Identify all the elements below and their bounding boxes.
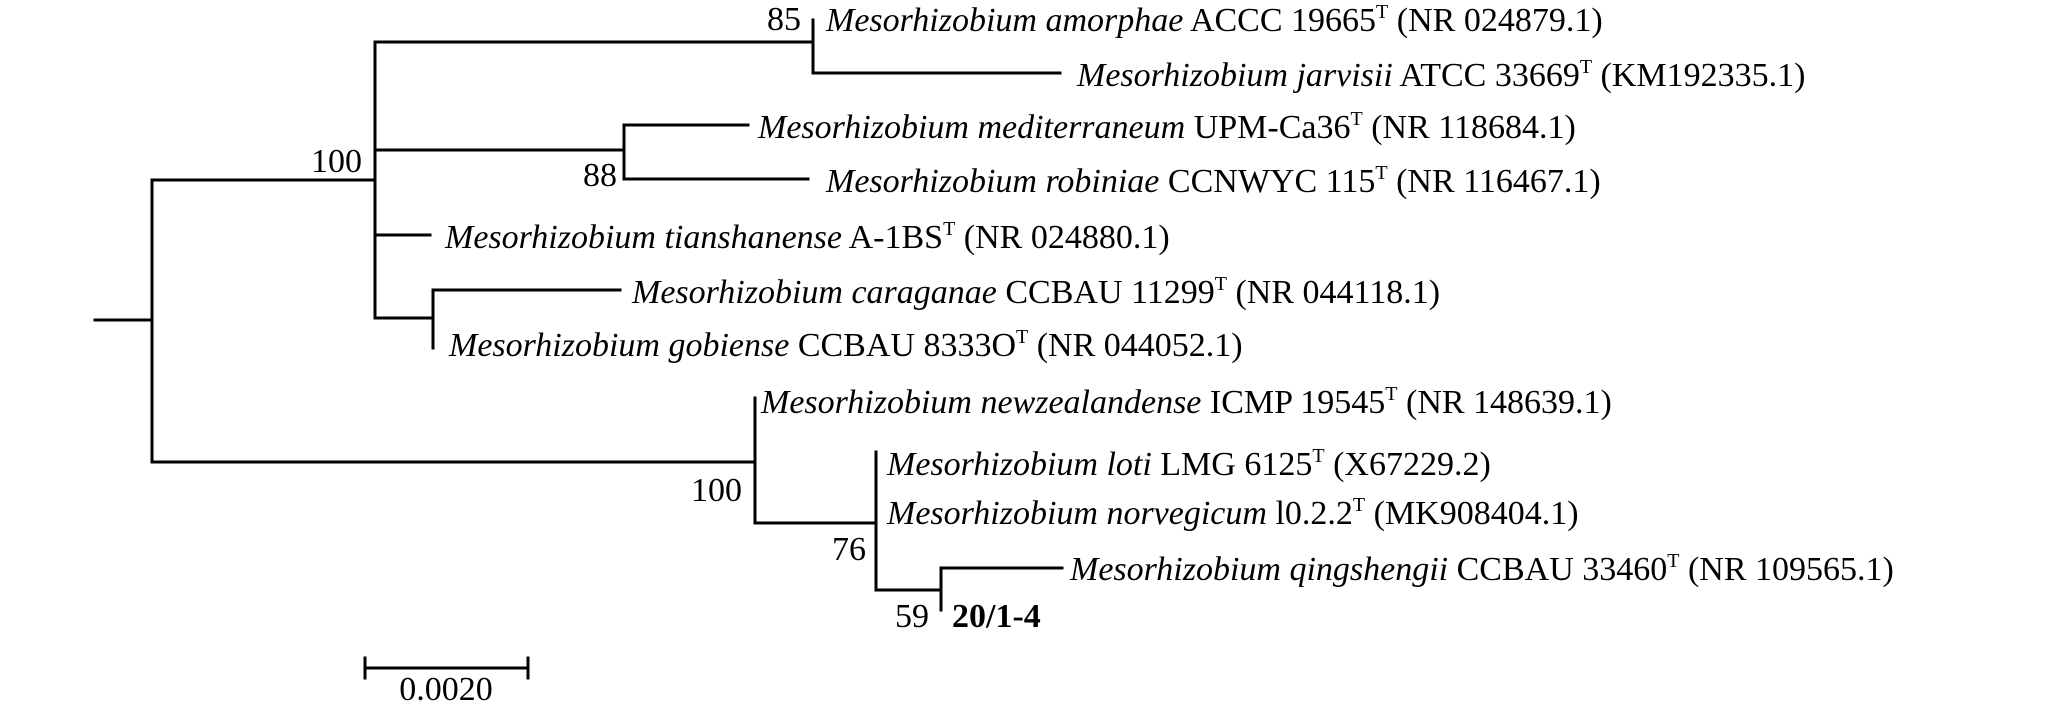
- scale-bar-label: 0.0020: [399, 671, 493, 708]
- taxon-labels: [444, 1, 1894, 635]
- bootstrap-qingshengii-isolate: 59: [895, 598, 929, 635]
- bootstrap-loti-group: 76: [832, 531, 866, 568]
- bootstrap-mediterraneum-robiniae: 88: [583, 157, 617, 194]
- taxon-label-qingshengii: Mesorhizobium qingshengii CCBAU $33460^T$ (NR 109565.1): [1070, 550, 1894, 588]
- taxon-label-amorphae: Mesorhizobium amorphae ACCC $19665^T$ (NR 024879.1): [826, 1, 1603, 39]
- taxon-label-tianshanense: Mesorhizobium tianshanense $A-1BS^T$ (NR 024880.1): [445, 218, 1170, 256]
- taxon-label-jarvisii: Mesorhizobium jarvisii ATCC $33669^T$ (KM192335.1): [1077, 56, 1806, 94]
- taxon-label-norvegicum: Mesorhizobium norvegicum $l0.2.2^T$ (MK908404.1): [887, 494, 1579, 532]
- taxon-label-gobiense: Mesorhizobium gobiense CCBAU $8333O^T$ (NR 044052.1): [449, 326, 1243, 364]
- taxon-label-caraganae: Mesorhizobium caraganae CCBAU $11299^T$ (NR 044118.1): [632, 273, 1441, 311]
- taxon-label-mediterraneum: Mesorhizobium mediterraneum UPM-$Ca36^T$ (NR 118684.1): [758, 108, 1576, 146]
- bootstrap-clade-a: 100: [311, 143, 362, 180]
- bootstrap-amorphae-jarvisii: 85: [767, 1, 801, 38]
- taxon-label-isolate: 20/1-4: [952, 598, 1041, 635]
- taxon-label-loti: Mesorhizobium loti LMG $6125^T$ (X67229.2): [887, 445, 1491, 483]
- taxon-label-robiniae: Mesorhizobium robiniae CCNWYC $115^T$ (NR 116467.1): [826, 162, 1601, 200]
- bootstrap-clade-b: 100: [691, 472, 742, 509]
- taxon-label-newzealandense: Mesorhizobium newzealandense ICMP $19545^T$ (NR 148639.1): [761, 383, 1612, 421]
